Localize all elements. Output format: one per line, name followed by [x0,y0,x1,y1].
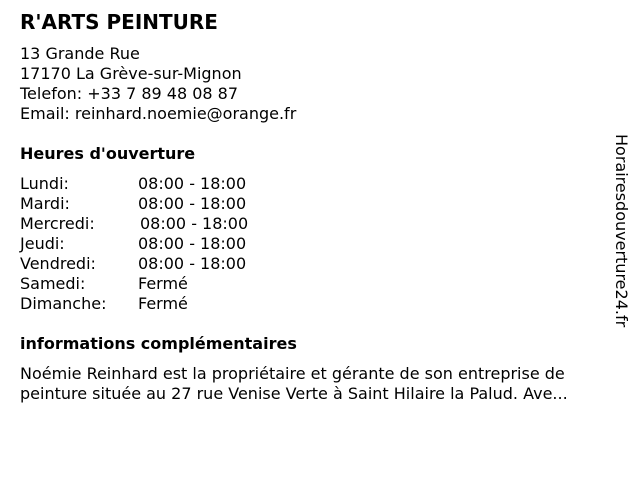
day-label: Mercredi: [20,214,95,233]
hours-row-saturday [20,274,280,294]
info-line: peinture située au 27 rue Venise Verte à Saint Hilaire la Palud. Ave... [20,384,568,403]
day-label: Vendredi: [20,254,96,273]
hours-row-tuesday [20,194,280,214]
day-label: Dimanche: [20,294,107,313]
site-watermark [613,134,633,344]
watermark-text: Horairesdouverture24.fr [612,134,631,328]
day-hours: Fermé [138,274,188,293]
day-hours: 08:00 - 18:00 [138,254,247,273]
email-address: Email: reinhard.noemie@orange.fr [20,104,297,123]
day-label: Mardi: [20,194,70,213]
info-line: Noémie Reinhard est la propriétaire et gérante de son entreprise de [20,364,565,383]
hours-row-thursday [20,234,280,254]
address-city: 17170 La Grève-sur-Mignon [20,64,242,83]
additional-info-heading: informations complémentaires [20,334,297,353]
day-label: Jeudi: [20,234,65,253]
additional-info-text [20,364,620,404]
day-hours: 08:00 - 18:00 [140,214,249,233]
hours-row-friday [20,254,280,274]
phone-number: Telefon: +33 7 89 48 08 87 [20,84,239,103]
day-label: Lundi: [20,174,69,193]
hours-row-sunday [20,294,280,314]
business-name: R'ARTS PEINTURE [20,10,218,34]
day-hours: 08:00 - 18:00 [138,234,247,253]
day-hours: 08:00 - 18:00 [138,194,247,213]
hours-row-monday [20,174,280,194]
day-hours: Fermé [138,294,188,313]
opening-hours-heading: Heures d'ouverture [20,144,196,163]
hours-row-wednesday [20,214,280,234]
address-street: 13 Grande Rue [20,44,140,63]
day-hours: 08:00 - 18:00 [138,174,247,193]
day-label: Samedi: [20,274,86,293]
